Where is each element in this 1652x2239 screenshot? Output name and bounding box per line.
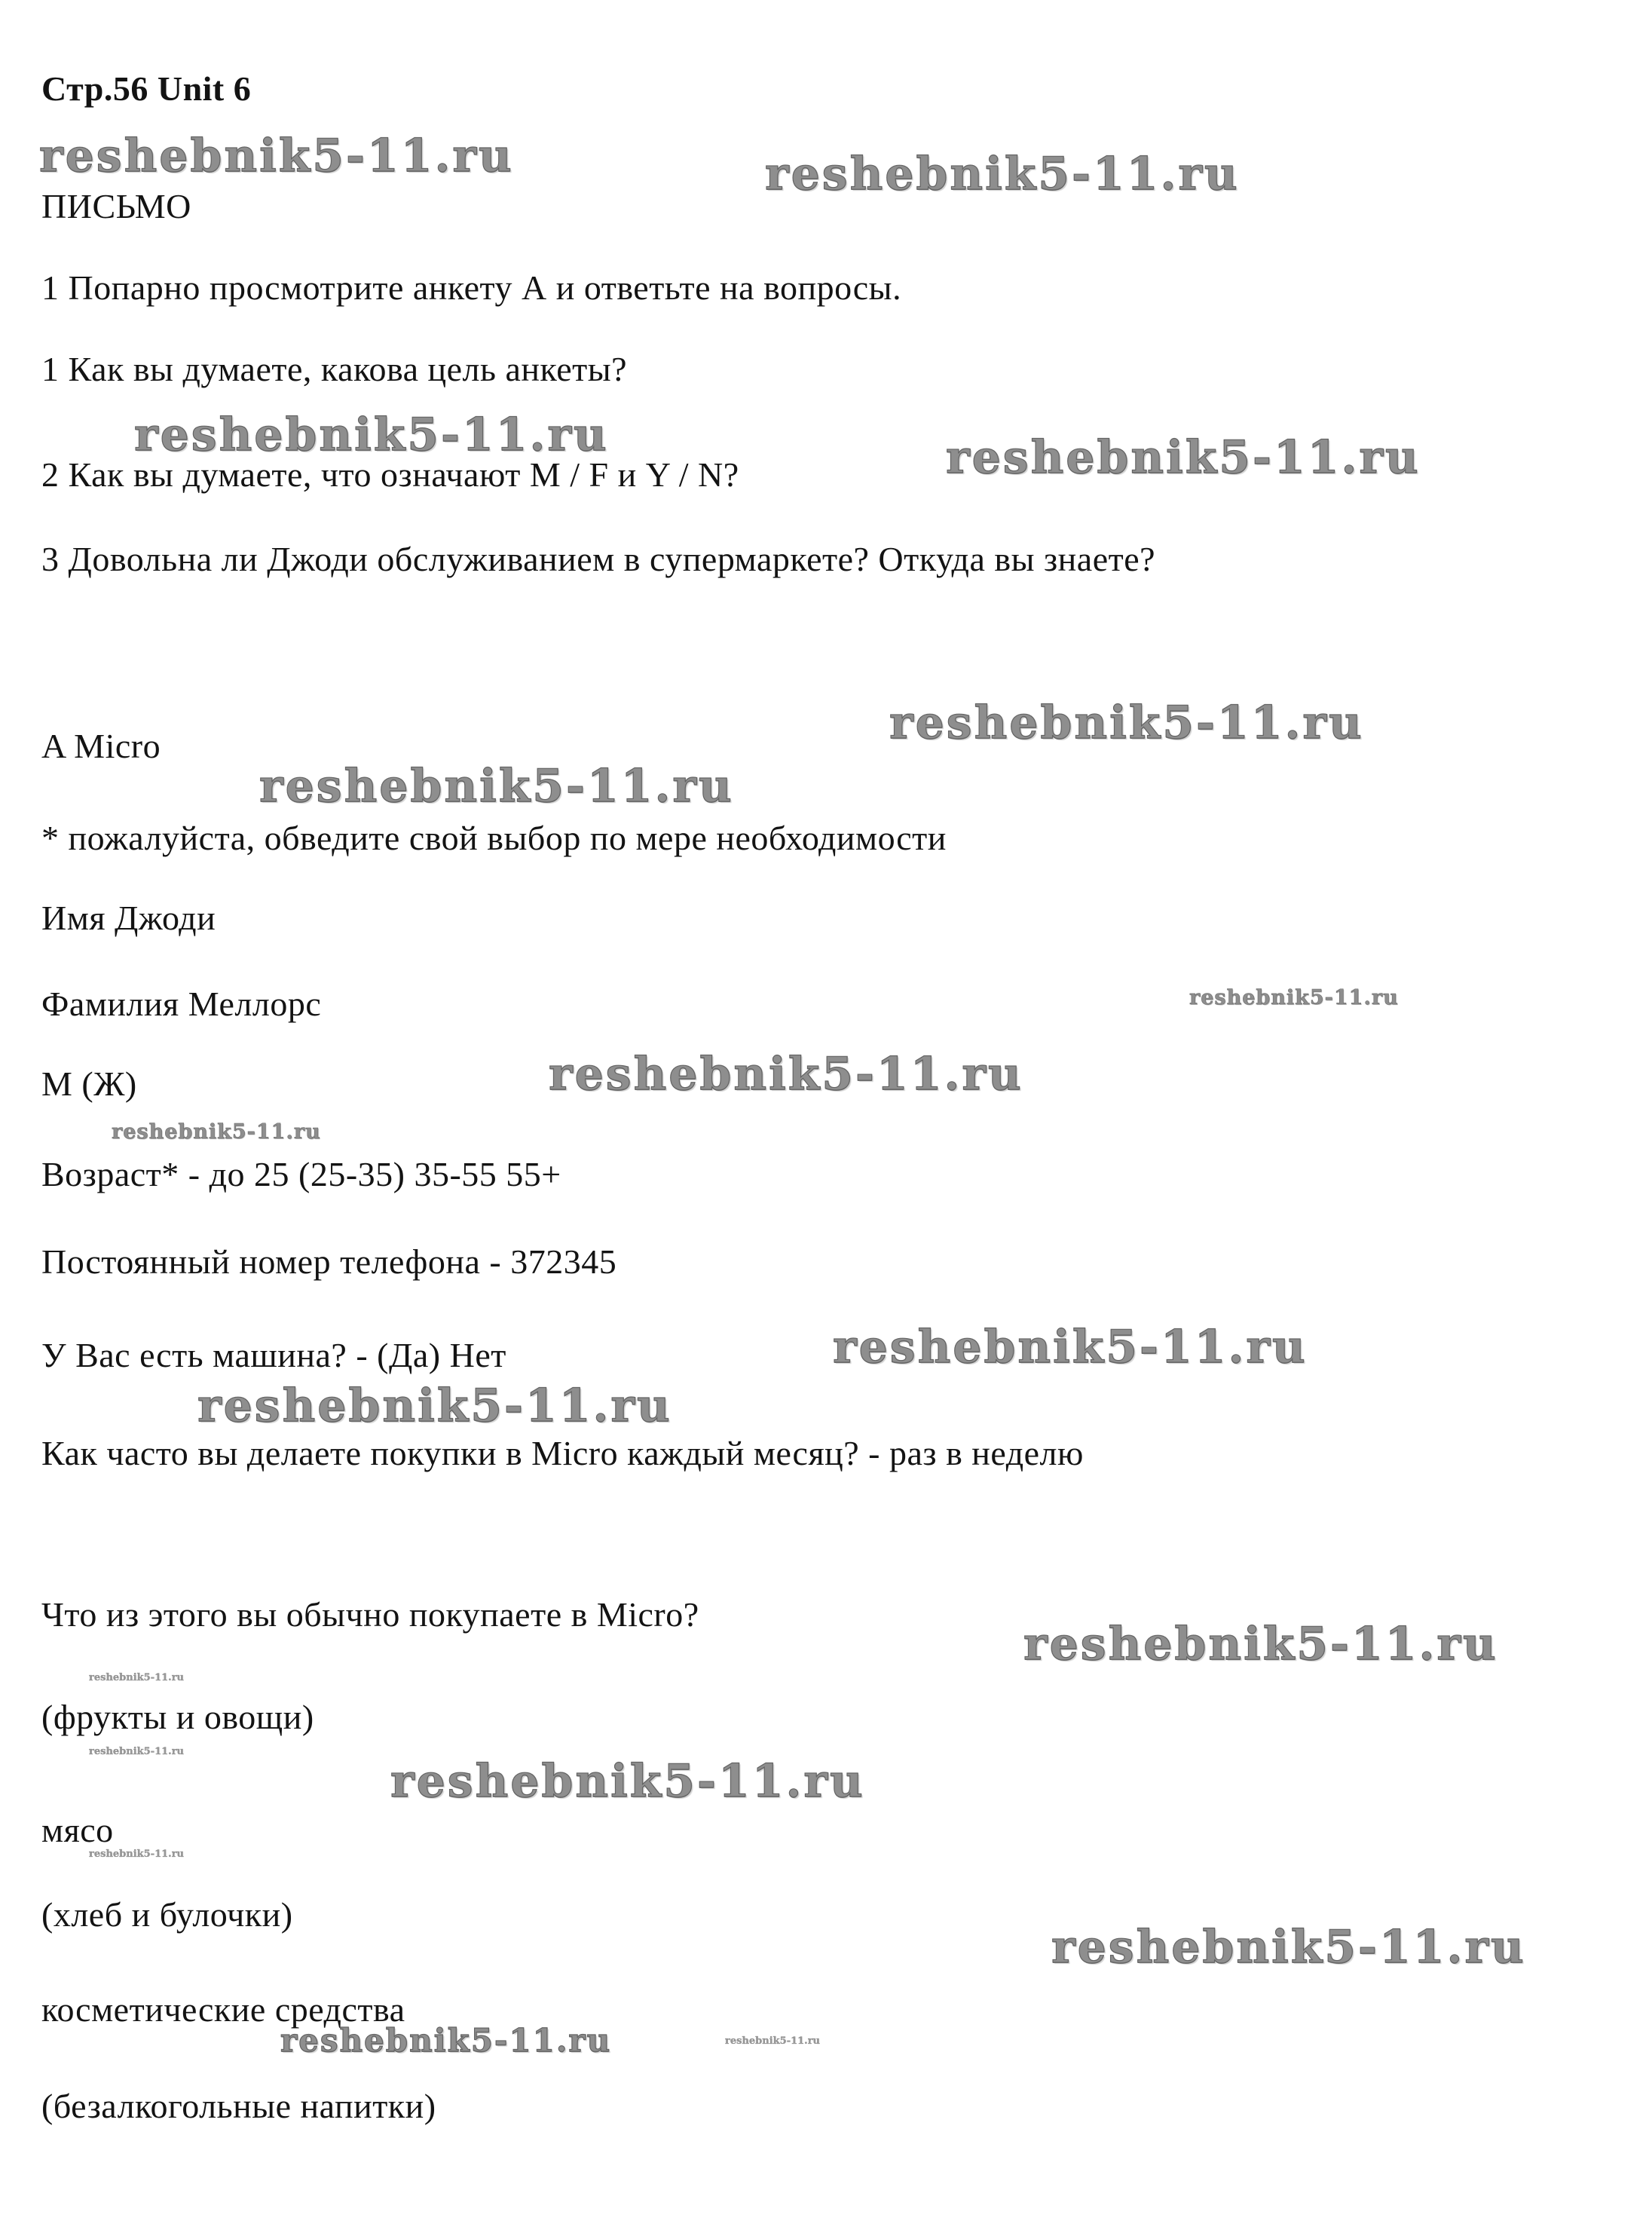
watermark-text: reshebnik5-11.ru (765, 148, 1240, 201)
watermark-text: reshebnik5-11.ru (259, 760, 734, 813)
form-field-gender: М (Ж) (41, 1064, 137, 1103)
exercise-instruction: 1 Попарно просмотрите анкету А и ответьте на вопросы. (41, 268, 902, 307)
form-field-name: Имя Джоди (41, 899, 216, 937)
form-note: * пожалуйста, обведите свой выбор по мере необходимости (41, 819, 947, 857)
watermark-text: reshebnik5-11.ru (1051, 1921, 1526, 1974)
purchase-item-drinks: (безалкогольные напитки) (41, 2087, 436, 2125)
watermark-text: reshebnik5-11.ru (39, 130, 514, 182)
watermark-text: reshebnik5-11.ru (889, 697, 1364, 749)
question-1: 1 Как вы думаете, какова цель анкеты? (41, 350, 628, 388)
watermark-text: reshebnik5-11.ru (549, 1048, 1023, 1101)
section-title: ПИСЬМО (41, 187, 191, 225)
watermark-text: reshebnik5-11.ru (1023, 1618, 1498, 1671)
watermark-text: reshebnik5-11.ru (134, 409, 609, 461)
question-3: 3 Довольна ли Джоди обслуживанием в супермаркете? Откуда вы знаете? (41, 540, 1156, 578)
form-field-frequency: Как часто вы делаете покупки в Micro каждый месяц? - раз в неделю (41, 1434, 1084, 1472)
watermark-text: reshebnik5-11.ru (89, 1672, 185, 1683)
watermark-text: reshebnik5-11.ru (112, 1120, 321, 1144)
watermark-text: reshebnik5-11.ru (946, 431, 1421, 484)
form-field-car: У Вас есть машина? - (Да) Нет (41, 1336, 506, 1374)
purchase-item-meat: мясо (41, 1811, 114, 1849)
form-field-phone: Постоянный номер телефона - 372345 (41, 1242, 617, 1281)
page-header: Стр.56 Unit 6 (41, 69, 252, 108)
watermark-text: reshebnik5-11.ru (89, 1746, 185, 1757)
form-field-surname: Фамилия Меллорс (41, 985, 322, 1023)
watermark-text: reshebnik5-11.ru (1189, 986, 1399, 1009)
watermark-text: reshebnik5-11.ru (390, 1755, 865, 1808)
watermark-text: reshebnik5-11.ru (197, 1380, 672, 1432)
form-field-age: Возраст* - до 25 (25-35) 35-55 55+ (41, 1155, 561, 1193)
watermark-text: reshebnik5-11.ru (833, 1321, 1308, 1374)
purchase-question: Что из этого вы обычно покупаете в Micro? (41, 1595, 699, 1634)
purchase-item-cosmetics: косметические средства (41, 1990, 405, 2029)
watermark-text: reshebnik5-11.ru (89, 1848, 185, 1860)
watermark-text: reshebnik5-11.ru (725, 2035, 821, 2047)
watermark-text: reshebnik5-11.ru (280, 2022, 612, 2059)
question-2: 2 Как вы думаете, что означают M / F и Y / N? (41, 455, 739, 494)
form-title: A Micro (41, 727, 161, 765)
purchase-item-fruits: (фрукты и овощи) (41, 1698, 314, 1736)
purchase-item-bread: (хлеб и булочки) (41, 1895, 293, 1934)
